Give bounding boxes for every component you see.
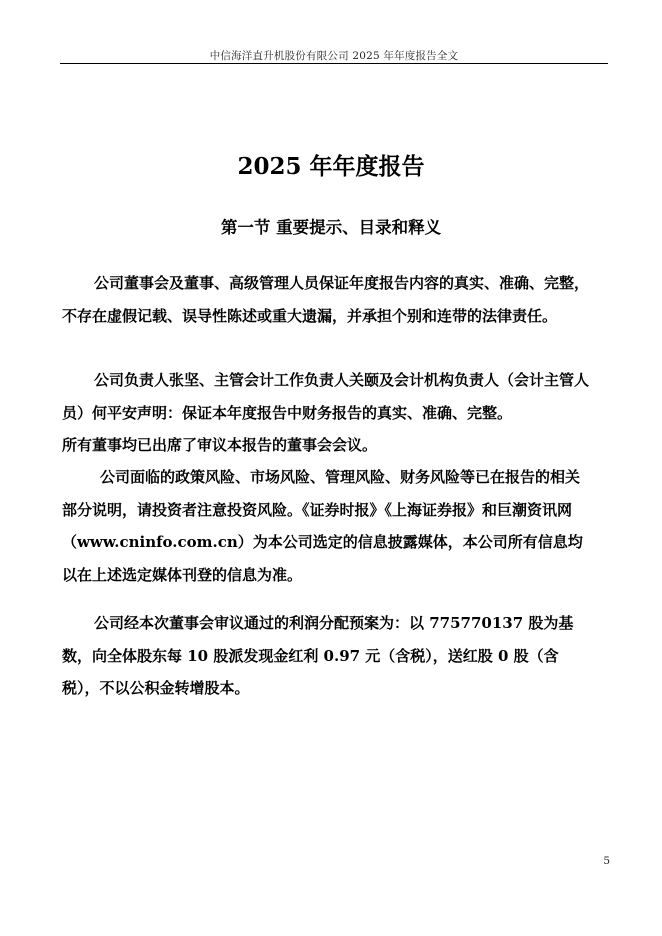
header-divider [60, 63, 608, 64]
paragraph-directors-attendance: 所有董事均已出席了审议本报告的董事会会议。 [62, 436, 378, 454]
paragraph-risk-notice: 公司面临的政策风险、市场风险、管理风险、财务风险等已在报告的相关部分说明，请投资者注意投资风险。《证券时报》《上海证券报》和巨潮资讯网（www.cninfo.com.cn）为本公司选定的信息披露媒体，本公司所有信息均以在上述选定媒体刊登的信息为准。 [62, 468, 583, 584]
section-title: 第一节 重要提示、目录和释义 [220, 218, 442, 237]
paragraph-responsible-persons-statement: 公司负责人张坚、主管会计工作负责人关颐及会计机构负责人（会计主管人员）何平安声明：保证本年度报告中财务报告的真实、准确、完整。 [62, 371, 590, 422]
paragraph-board-guarantee: 公司董事会及董事、高级管理人员保证年度报告内容的真实、准确、完整，不存在虚假记载、误导性陈述或重大遗漏，并承担个别和连带的法律责任。 [62, 274, 590, 325]
page-number: 5 [603, 855, 610, 867]
document-title: 2025 年年度报告 [237, 153, 425, 180]
paragraph-profit-distribution: 公司经本次董事会审议通过的利润分配预案为：以 775770137 股为基数，向全体股东每 10 股派发现金红利 0.97 元（含税），送红股 0 股（含税），不以公积金转增股本。 [62, 614, 574, 697]
running-header: 中信海洋直升机股份有限公司 2025 年年度报告全文 [209, 50, 459, 62]
